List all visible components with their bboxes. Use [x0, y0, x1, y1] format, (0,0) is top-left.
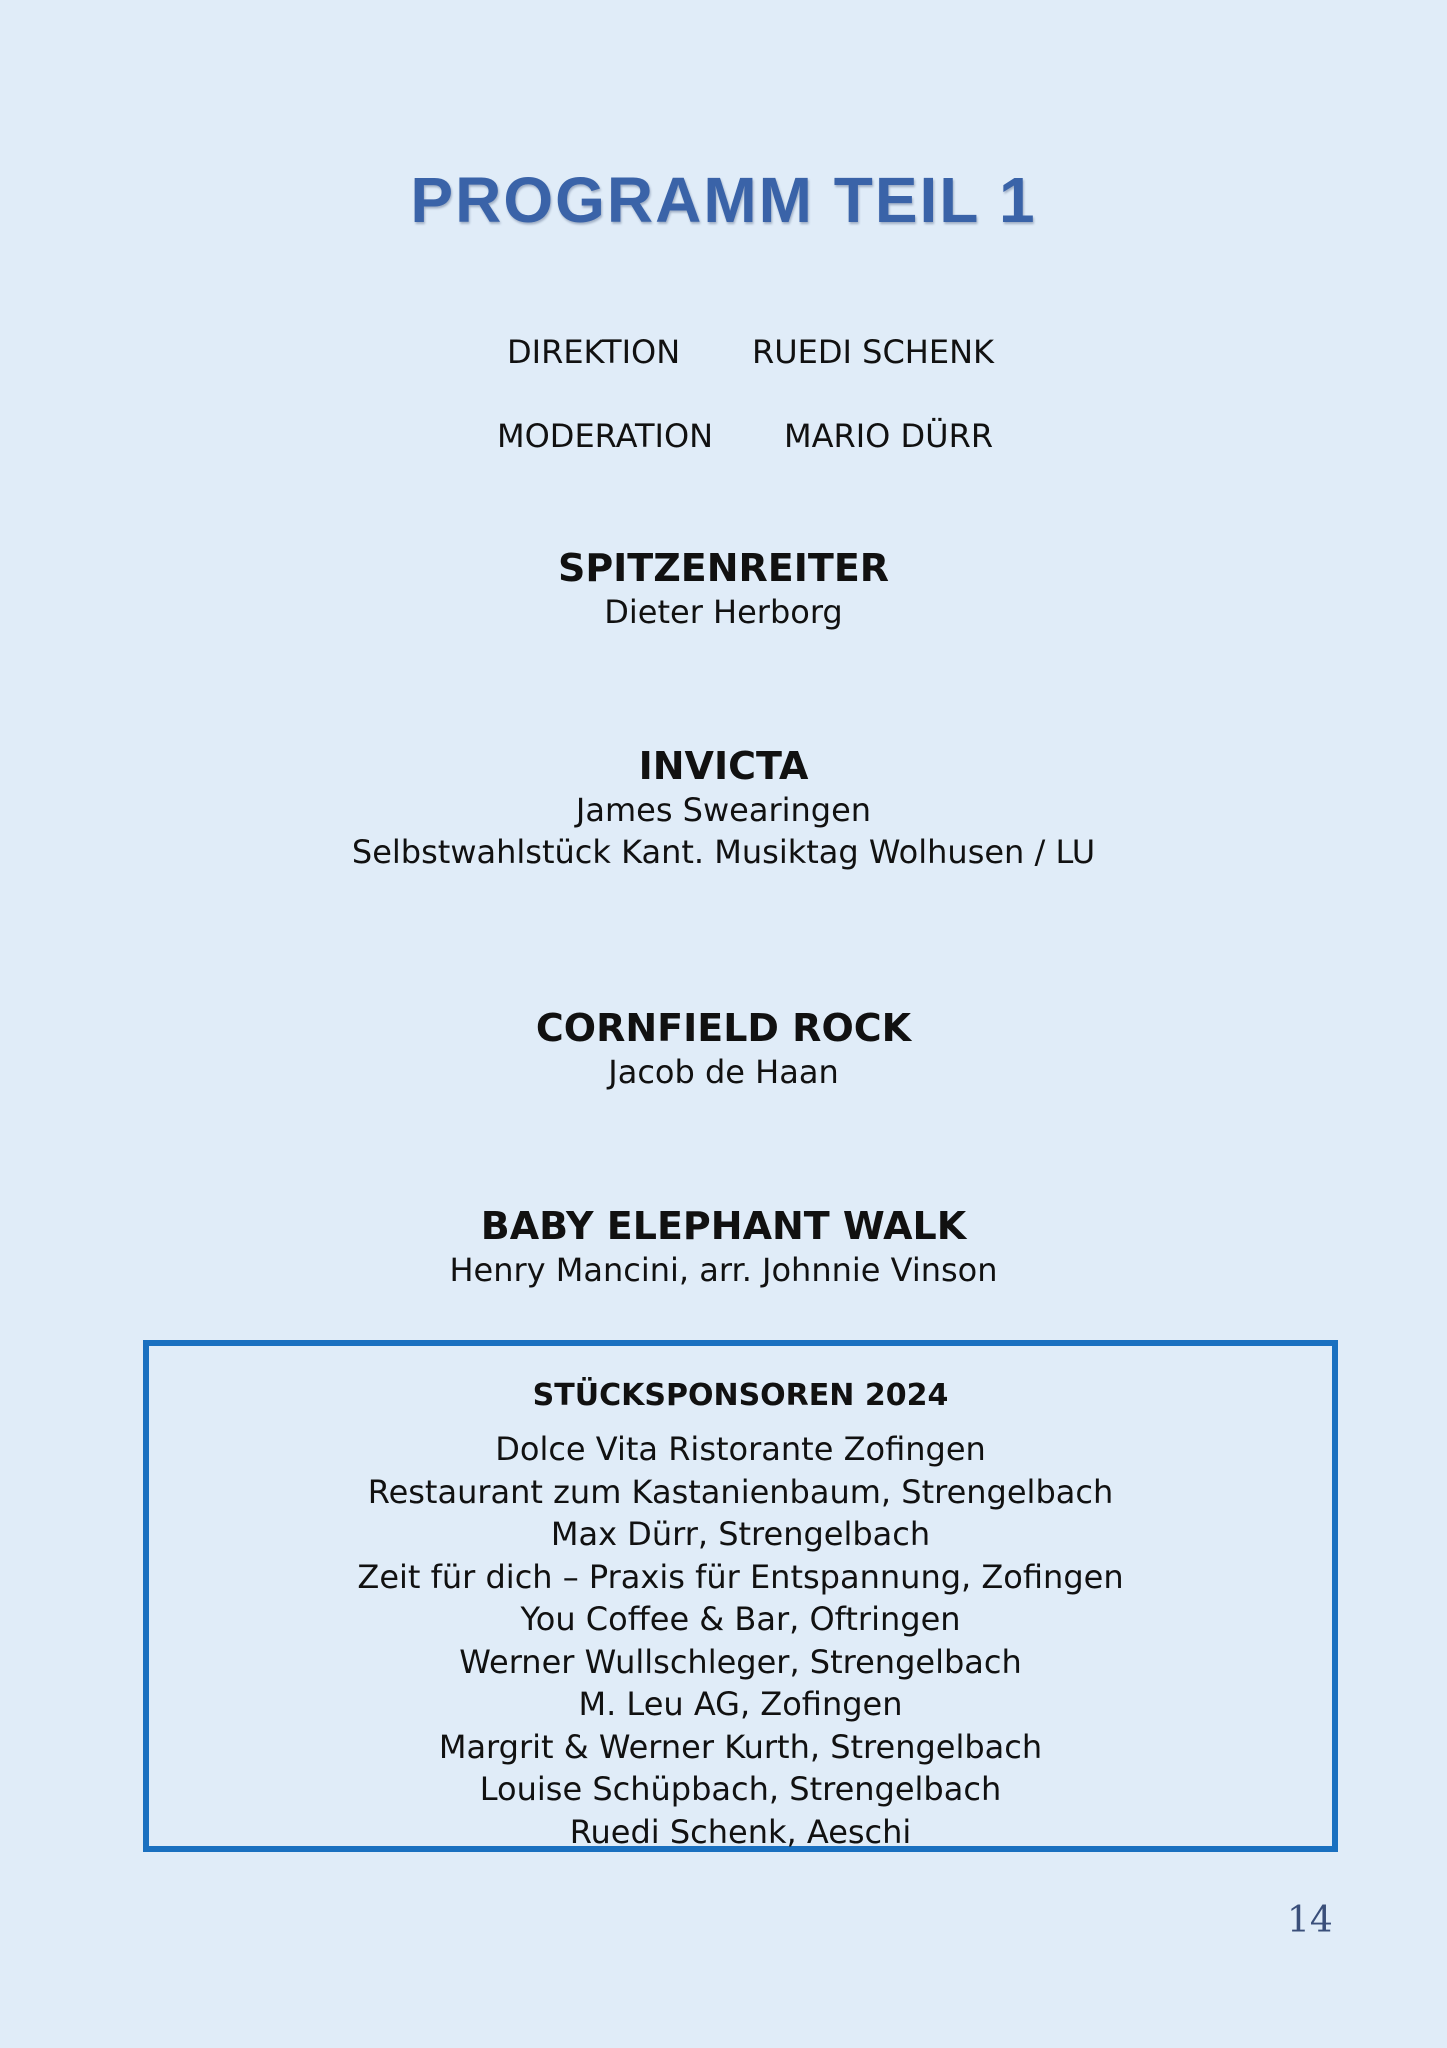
credit-name: MARIO DÜRR: [784, 417, 994, 455]
sponsor-item: M. Leu AG, Zofingen: [578, 1685, 903, 1723]
page-title: PROGRAMM TEIL 1: [410, 164, 1037, 236]
piece-title: CORNFIELD ROCK: [535, 1006, 912, 1050]
sponsor-heading: STÜCKSPONSOREN 2024: [532, 1378, 949, 1413]
piece-note: Selbstwahlstück Kant. Musiktag Wolhusen / LU: [351, 833, 1096, 871]
credit-name: RUEDI SCHENK: [752, 333, 994, 371]
sponsor-item: Margrit & Werner Kurth, Strengelbach: [438, 1727, 1043, 1766]
sponsor-item: Louise Schüpbach, Strengelbach: [479, 1770, 1002, 1808]
piece-cornfield-rock: [0, 1005, 1447, 1093]
piece-title: SPITZENREITER: [557, 546, 890, 590]
sponsor-item: Dolce Vita Ristorante Zofingen: [495, 1430, 986, 1468]
piece-composer: James Swearingen: [575, 791, 872, 829]
piece-baby-elephant-walk: [0, 1203, 1447, 1291]
sponsor-item: Werner Wullschleger, Strengelbach: [459, 1642, 1022, 1681]
sponsor-item: Ruedi Schenk, Aeschi: [569, 1812, 912, 1851]
sponsor-list: [149, 1428, 1332, 1853]
sponsor-item: Max Dürr, Strengelbach: [550, 1515, 931, 1553]
piece-spitzenreiter: [0, 545, 1447, 633]
sponsor-item: Restaurant zum Kastanienbaum, Strengelbach: [367, 1472, 1114, 1511]
piece-composer: Jacob de Haan: [608, 1053, 839, 1091]
credit-role: MODERATION: [497, 417, 714, 455]
sponsor-item: Zeit für dich – Praxis für Entspannung, Zofingen: [357, 1557, 1124, 1596]
credit-role: DIREKTION: [507, 333, 681, 371]
sponsor-item: You Coffee & Bar, Oftringen: [520, 1600, 961, 1638]
page-number: 14: [1287, 1900, 1333, 1941]
piece-composer: Henry Mancini, arr. Johnnie Vinson: [449, 1251, 998, 1289]
piece-invicta: [0, 743, 1447, 873]
piece-title: INVICTA: [638, 744, 809, 788]
piece-title: BABY ELEPHANT WALK: [480, 1204, 967, 1248]
piece-composer: Dieter Herborg: [604, 593, 843, 631]
sponsor-box: [143, 1340, 1338, 1852]
